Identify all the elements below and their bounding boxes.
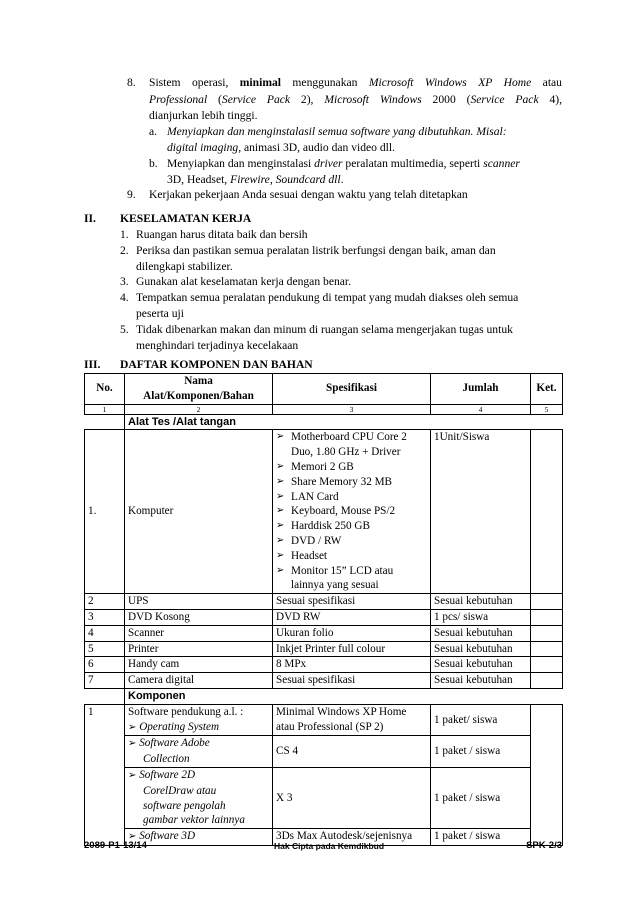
footer-page-number: SPK-2/3 xyxy=(526,840,562,851)
row-qty: Sesuai kebutuhan xyxy=(431,594,531,610)
software-adobe-spec: CS 4 xyxy=(273,736,431,768)
row-qty: Sesuai kebutuhan xyxy=(431,625,531,641)
header-no: No. xyxy=(85,374,125,405)
item-9-text: Kerjakan pekerjaan Anda sesuai dengan waktu yang telah ditetapkan xyxy=(149,188,468,201)
section-3-number: III. xyxy=(84,358,101,371)
spec-item: ➢ Memori 2 GB xyxy=(276,460,427,475)
item-8-number: 8. xyxy=(127,76,136,89)
table-column-numbers xyxy=(85,404,563,414)
safety-item-4-text-cont: peserta uji xyxy=(136,307,184,320)
row-ket xyxy=(531,625,563,641)
colnum-1: 1 xyxy=(85,404,125,414)
software-no: 1 xyxy=(85,704,125,845)
table-row-komputer xyxy=(85,430,563,594)
component-table xyxy=(84,373,563,846)
spec-item: ➢ Share Memory 32 MB xyxy=(276,475,427,490)
table-row xyxy=(85,641,563,657)
row-ket xyxy=(531,673,563,689)
spec-item: ➢ LAN Card xyxy=(276,490,427,505)
spec-item: ➢ Monitor 15” LCD atau lainnya yang sesuai xyxy=(276,564,427,594)
row-spec: 8 MPx xyxy=(273,657,431,673)
header-ket: Ket. xyxy=(531,374,563,405)
spec-item: ➢ Keyboard, Mouse PS/2 xyxy=(276,504,427,519)
software-row-os xyxy=(85,704,563,736)
spec-item: ➢ Motherboard CPU Core 2 Duo, 1.80 GHz + Driver xyxy=(276,430,427,460)
table-row xyxy=(85,673,563,689)
row-qty: Sesuai kebutuhan xyxy=(431,641,531,657)
table-row xyxy=(85,657,563,673)
group-row-komponen xyxy=(85,688,563,704)
row-no: 5 xyxy=(85,641,125,657)
item-8a-line1: Menyiapkan dan menginstalasil semua software yang dibutuhkan. Misal: xyxy=(167,125,507,138)
row-no: 3 xyxy=(85,609,125,625)
safety-item-1-number: 1. xyxy=(120,228,129,241)
item-8-line2: Professional (Service Pack 2), Microsoft Windows 2000 (Service Pack 4), xyxy=(149,93,562,106)
row-name: Scanner xyxy=(125,625,273,641)
row-spec: Sesuai spesifikasi xyxy=(273,673,431,689)
row-name: DVD Kosong xyxy=(125,609,273,625)
spec-item: ➢ DVD / RW xyxy=(276,534,427,549)
colnum-5: 5 xyxy=(531,404,563,414)
software-3d-name: ➢ Software 3D xyxy=(125,829,273,846)
colnum-4: 4 xyxy=(431,404,531,414)
row-qty: 1 pcs/ siswa xyxy=(431,609,531,625)
row-name: Camera digital xyxy=(125,673,273,689)
group-row-alat xyxy=(85,414,563,430)
header-nama: Nama Alat/Komponen/Bahan xyxy=(125,374,273,405)
komputer-qty: 1Unit/Siswa xyxy=(431,430,531,594)
item-8-line3: dianjurkan lebih tinggi. xyxy=(149,109,258,122)
komputer-name: Komputer xyxy=(125,430,273,594)
spec-item: ➢ Harddisk 250 GB xyxy=(276,519,427,534)
safety-item-3-text: Gunakan alat keselamatan kerja dengan benar. xyxy=(136,275,352,288)
footer-copyright: Hak Cipta pada Kemdikbud xyxy=(274,841,385,851)
item-8-line1: Sistem operasi, minimal menggunakan Microsoft Windows XP Home atau xyxy=(149,76,562,89)
table-row xyxy=(85,609,563,625)
section-2-number: II. xyxy=(84,212,96,225)
software-os-spec: Minimal Windows XP Home atau Professional (SP 2) xyxy=(273,704,431,736)
row-no: 6 xyxy=(85,657,125,673)
table-row xyxy=(85,594,563,610)
spec-item: ➢ Headset xyxy=(276,549,427,564)
software-3d-spec: 3Ds Max Autodesk/sejenisnya xyxy=(273,829,431,846)
komputer-spec xyxy=(273,430,431,594)
software-os-name: Software pendukung a.l. : ➢ Operating System xyxy=(125,704,273,736)
table-header-row xyxy=(85,374,563,405)
group-alat-label: Alat Tes /Alat tangan xyxy=(125,414,563,430)
row-ket xyxy=(531,609,563,625)
item-8b-number: b. xyxy=(149,157,158,170)
row-no: 4 xyxy=(85,625,125,641)
row-name: UPS xyxy=(125,594,273,610)
row-qty: Sesuai kebutuhan xyxy=(431,673,531,689)
item-8a-line2: digital imaging, animasi 3D, audio dan video dll. xyxy=(167,141,395,154)
safety-item-4-text: Tempatkan semua peralatan pendukung di tempat yang mudah diakses oleh semua xyxy=(136,291,519,304)
safety-item-5-number: 5. xyxy=(120,323,129,336)
software-adobe-name: ➢ Software Adobe Collection xyxy=(125,736,273,768)
row-ket xyxy=(531,641,563,657)
safety-item-2-text: Periksa dan pastikan semua peralatan listrik berfungsi dengan baik, aman dan xyxy=(136,244,496,257)
section-3-title: DAFTAR KOMPONEN DAN BAHAN xyxy=(120,358,313,371)
item-8a-number: a. xyxy=(149,125,158,138)
software-3d-qty: 1 paket / siswa xyxy=(431,829,531,846)
komputer-ket xyxy=(531,430,563,594)
colnum-2: 2 xyxy=(125,404,273,414)
colnum-3: 3 xyxy=(273,404,431,414)
item-9-number: 9. xyxy=(127,188,136,201)
row-name: Printer xyxy=(125,641,273,657)
footer-doc-code: 2089-P1-13/14 xyxy=(84,840,147,851)
safety-item-5-text: Tidak dibenarkan makan dan minum di ruangan selama mengerjakan tugas untuk xyxy=(136,323,513,336)
safety-item-3-number: 3. xyxy=(120,275,129,288)
software-corel-name: ➢ Software 2D CorelDraw atau software pengolah gambar vektor lainnya xyxy=(125,767,273,828)
table-row xyxy=(85,625,563,641)
row-no: 7 xyxy=(85,673,125,689)
safety-item-1-text: Ruangan harus ditata baik dan bersih xyxy=(136,228,308,241)
software-corel-spec: X 3 xyxy=(273,767,431,828)
row-spec: Ukuran folio xyxy=(273,625,431,641)
software-os-qty: 1 paket/ siswa xyxy=(431,704,531,736)
safety-item-4-number: 4. xyxy=(120,291,129,304)
row-spec: Sesuai spesifikasi xyxy=(273,594,431,610)
safety-item-5-text-cont: menghindari terjadinya kecelakaan xyxy=(136,339,299,352)
header-jumlah: Jumlah xyxy=(431,374,531,405)
komputer-no: 1. xyxy=(85,430,125,594)
item-8b-line2: 3D, Headset, Firewire, Soundcard dll. xyxy=(167,173,344,186)
row-spec: Inkjet Printer full colour xyxy=(273,641,431,657)
group-komponen-label: Komponen xyxy=(125,688,563,704)
safety-item-2-number: 2. xyxy=(120,244,129,257)
safety-item-2-text-cont: dilengkapi stabilizer. xyxy=(136,260,233,273)
row-qty: Sesuai kebutuhan xyxy=(431,657,531,673)
row-ket xyxy=(531,594,563,610)
software-adobe-qty: 1 paket / siswa xyxy=(431,736,531,768)
section-2-title: KESELAMATAN KERJA xyxy=(120,212,252,225)
row-spec: DVD RW xyxy=(273,609,431,625)
software-corel-qty: 1 paket / siswa xyxy=(431,767,531,828)
software-row-adobe xyxy=(85,736,563,768)
row-name: Handy cam xyxy=(125,657,273,673)
row-ket xyxy=(531,657,563,673)
item-8b-line1: Menyiapkan dan menginstalasi driver peralatan multimedia, seperti scanner xyxy=(167,157,520,170)
header-spesifikasi: Spesifikasi xyxy=(273,374,431,405)
software-ket xyxy=(531,704,563,845)
row-no: 2 xyxy=(85,594,125,610)
software-row-corel xyxy=(85,767,563,828)
